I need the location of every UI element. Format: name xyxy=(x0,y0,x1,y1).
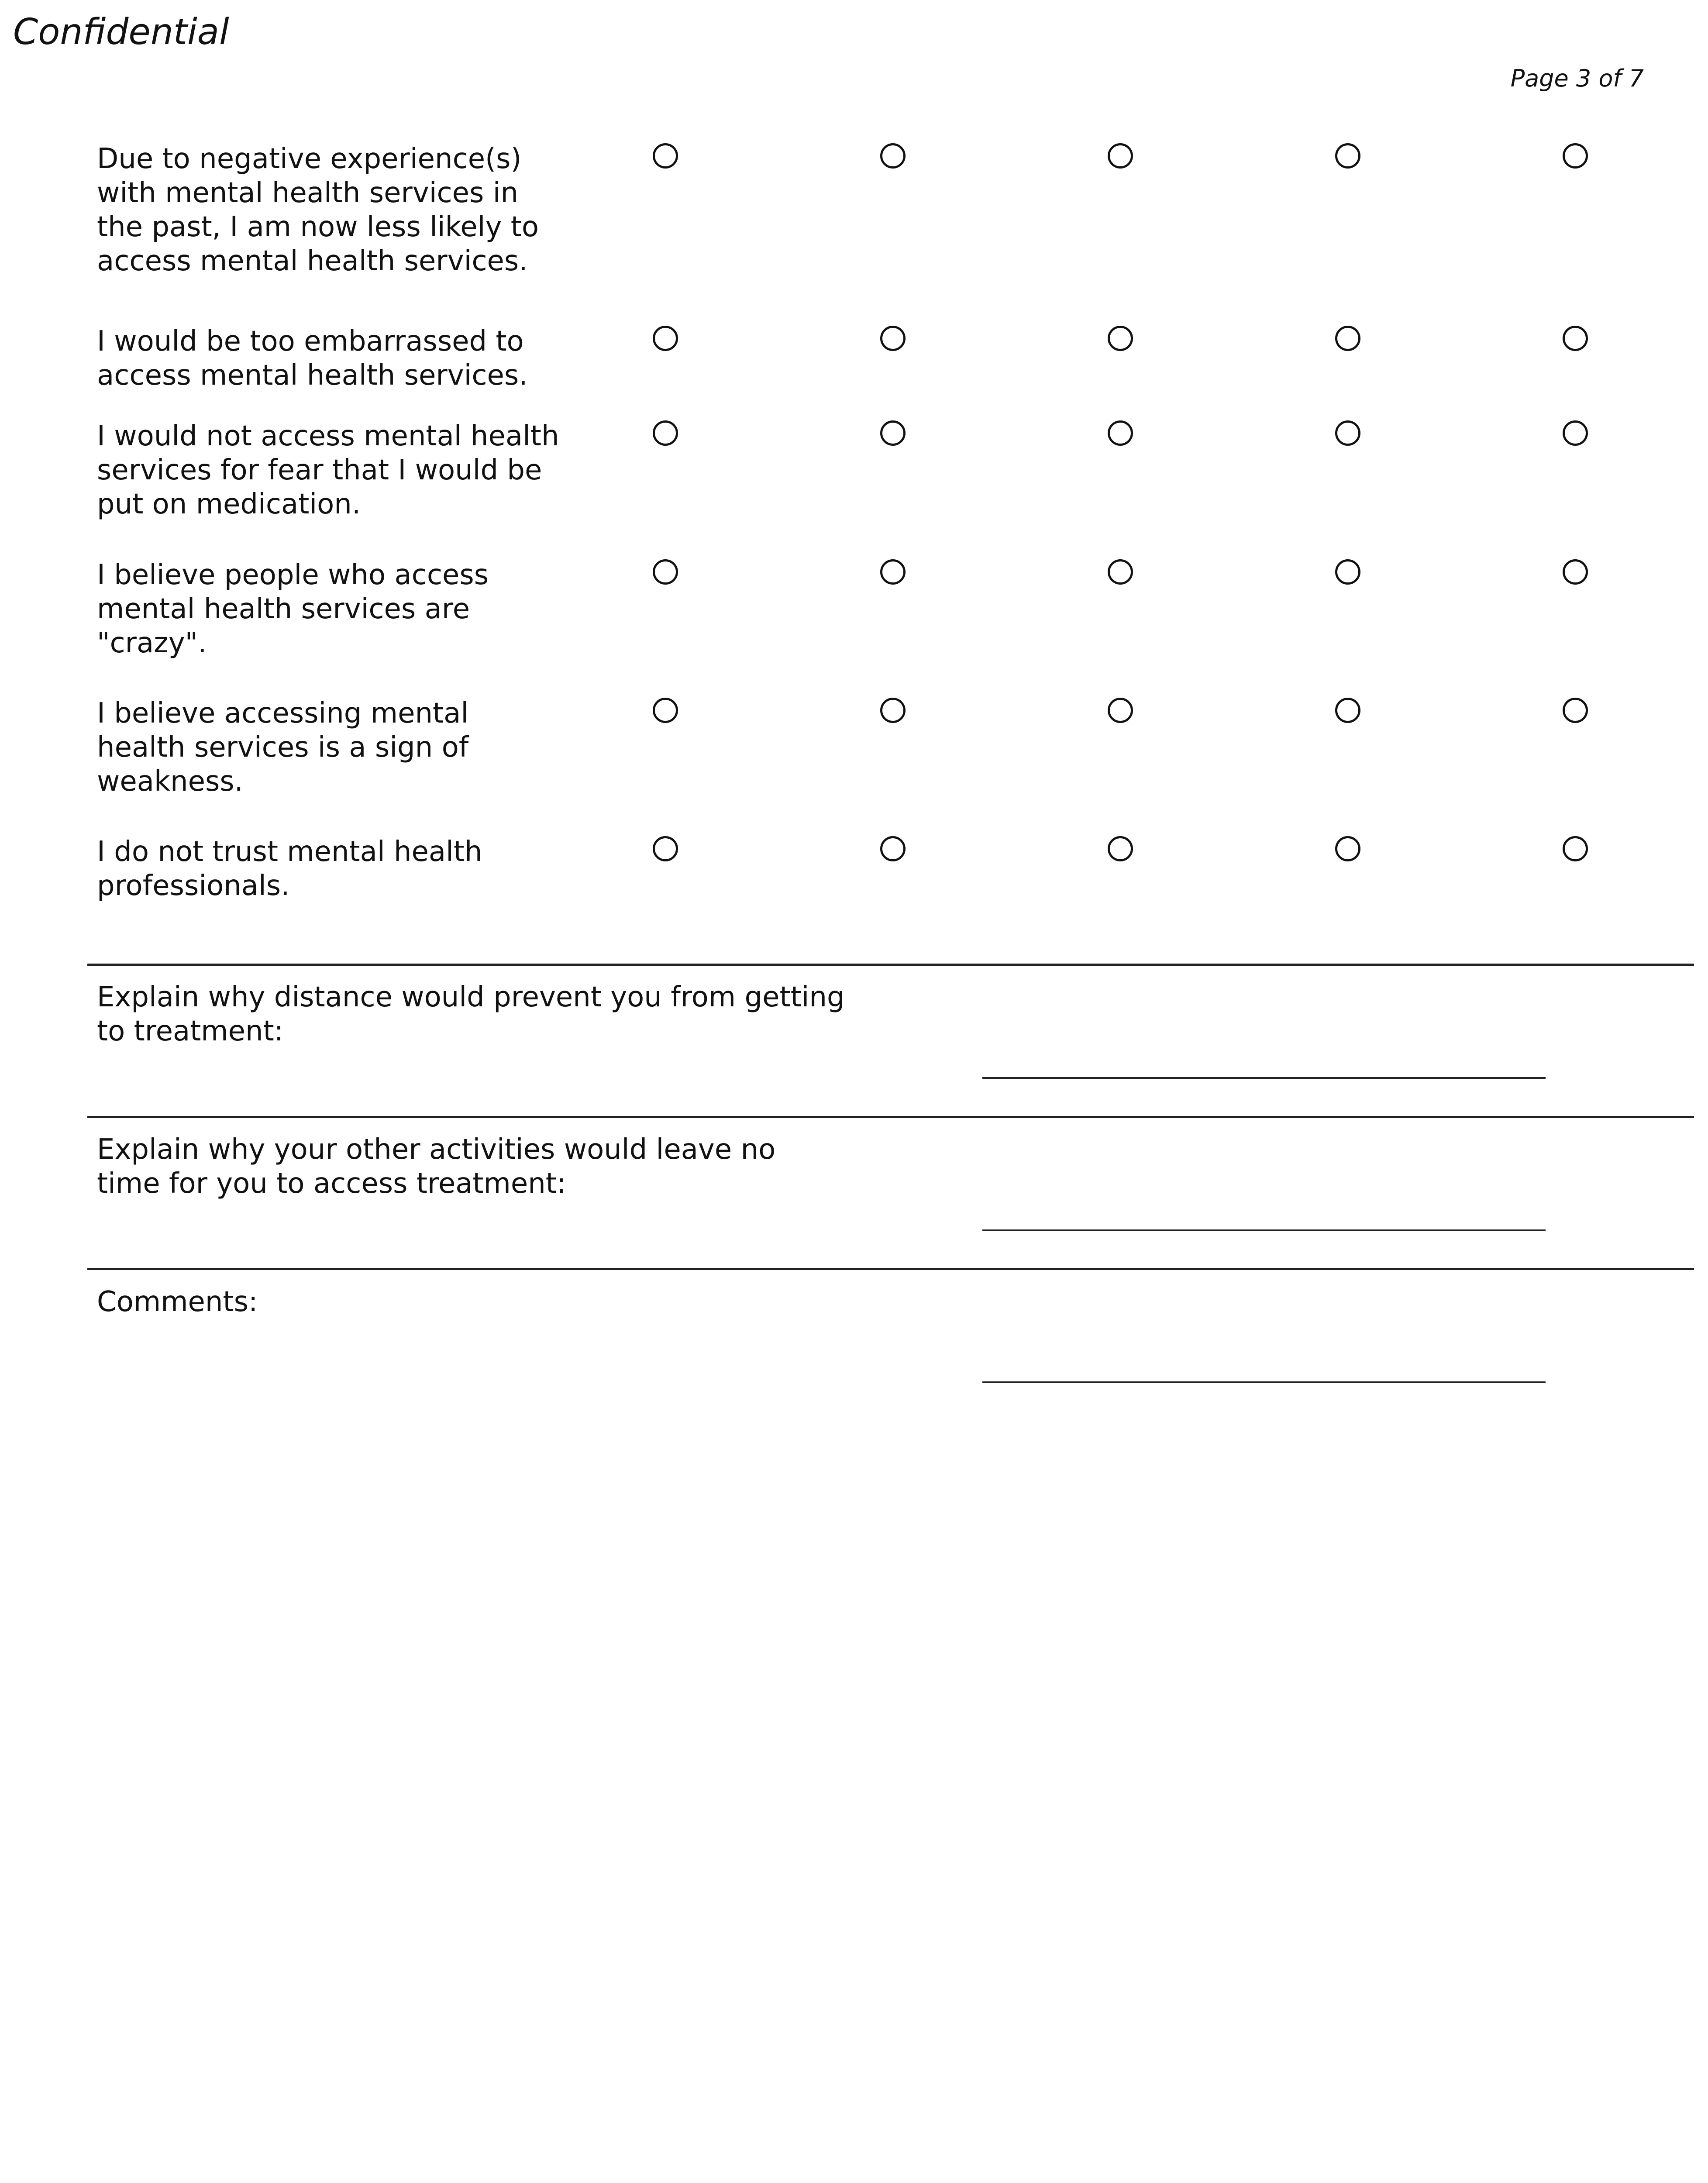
activities-question-label: Explain why your other activities would leave no time for you to access treatment: xyxy=(97,1133,776,1200)
section-divider xyxy=(87,1268,1694,1270)
question-3-option-2-radio[interactable] xyxy=(880,420,906,446)
question-5-option-1-radio[interactable] xyxy=(653,698,678,723)
question-4-option-1-radio[interactable] xyxy=(653,559,678,585)
page-number: Page 3 of 7 xyxy=(1510,65,1644,92)
comments-label: Comments: xyxy=(97,1286,258,1318)
question-4-text: I believe people who access mental health services are "crazy". xyxy=(97,559,489,659)
question-4-option-3-radio[interactable] xyxy=(1108,559,1133,585)
question-6-option-5-radio[interactable] xyxy=(1563,836,1588,861)
question-5-text: I believe accessing mental health services is a sign of weakness. xyxy=(97,697,469,798)
comments-answer-field[interactable] xyxy=(982,1381,1546,1383)
question-1-option-2-radio[interactable] xyxy=(880,143,906,169)
question-3-option-3-radio[interactable] xyxy=(1108,420,1133,446)
question-6-option-4-radio[interactable] xyxy=(1335,836,1360,861)
question-2-option-5-radio[interactable] xyxy=(1563,326,1588,351)
question-2-option-3-radio[interactable] xyxy=(1108,326,1133,351)
question-4-option-4-radio[interactable] xyxy=(1335,559,1360,585)
question-6-option-1-radio[interactable] xyxy=(653,836,678,861)
question-3-option-5-radio[interactable] xyxy=(1563,420,1588,446)
section-divider xyxy=(87,964,1694,966)
section-divider xyxy=(87,1116,1694,1118)
question-2-option-1-radio[interactable] xyxy=(653,326,678,351)
question-6-option-3-radio[interactable] xyxy=(1108,836,1133,861)
question-3-option-4-radio[interactable] xyxy=(1335,420,1360,446)
question-1-option-4-radio[interactable] xyxy=(1335,143,1360,169)
question-1-option-3-radio[interactable] xyxy=(1108,143,1133,169)
question-2-option-4-radio[interactable] xyxy=(1335,326,1360,351)
question-4-option-2-radio[interactable] xyxy=(880,559,906,585)
question-3-text: I would not access mental health services for fear that I would be put on medication. xyxy=(97,420,559,520)
question-1-option-1-radio[interactable] xyxy=(653,143,678,169)
question-5-option-4-radio[interactable] xyxy=(1335,698,1360,723)
question-3-option-1-radio[interactable] xyxy=(653,420,678,446)
distance-answer-field[interactable] xyxy=(982,1077,1546,1079)
question-6-text: I do not trust mental health professionals. xyxy=(97,836,482,902)
question-1-text: Due to negative experience(s) with mental health services in the past, I am now less likely to access mental health services. xyxy=(97,143,539,277)
question-6-option-2-radio[interactable] xyxy=(880,836,906,861)
question-2-option-2-radio[interactable] xyxy=(880,326,906,351)
confidential-header: Confidential xyxy=(13,11,229,53)
question-2-text: I would be too embarrassed to access mental health services. xyxy=(97,325,528,392)
distance-question-label: Explain why distance would prevent you from getting to treatment: xyxy=(97,981,845,1047)
question-5-option-5-radio[interactable] xyxy=(1563,698,1588,723)
question-4-option-5-radio[interactable] xyxy=(1563,559,1588,585)
question-5-option-2-radio[interactable] xyxy=(880,698,906,723)
question-1-option-5-radio[interactable] xyxy=(1563,143,1588,169)
activities-answer-field[interactable] xyxy=(982,1229,1546,1231)
question-5-option-3-radio[interactable] xyxy=(1108,698,1133,723)
